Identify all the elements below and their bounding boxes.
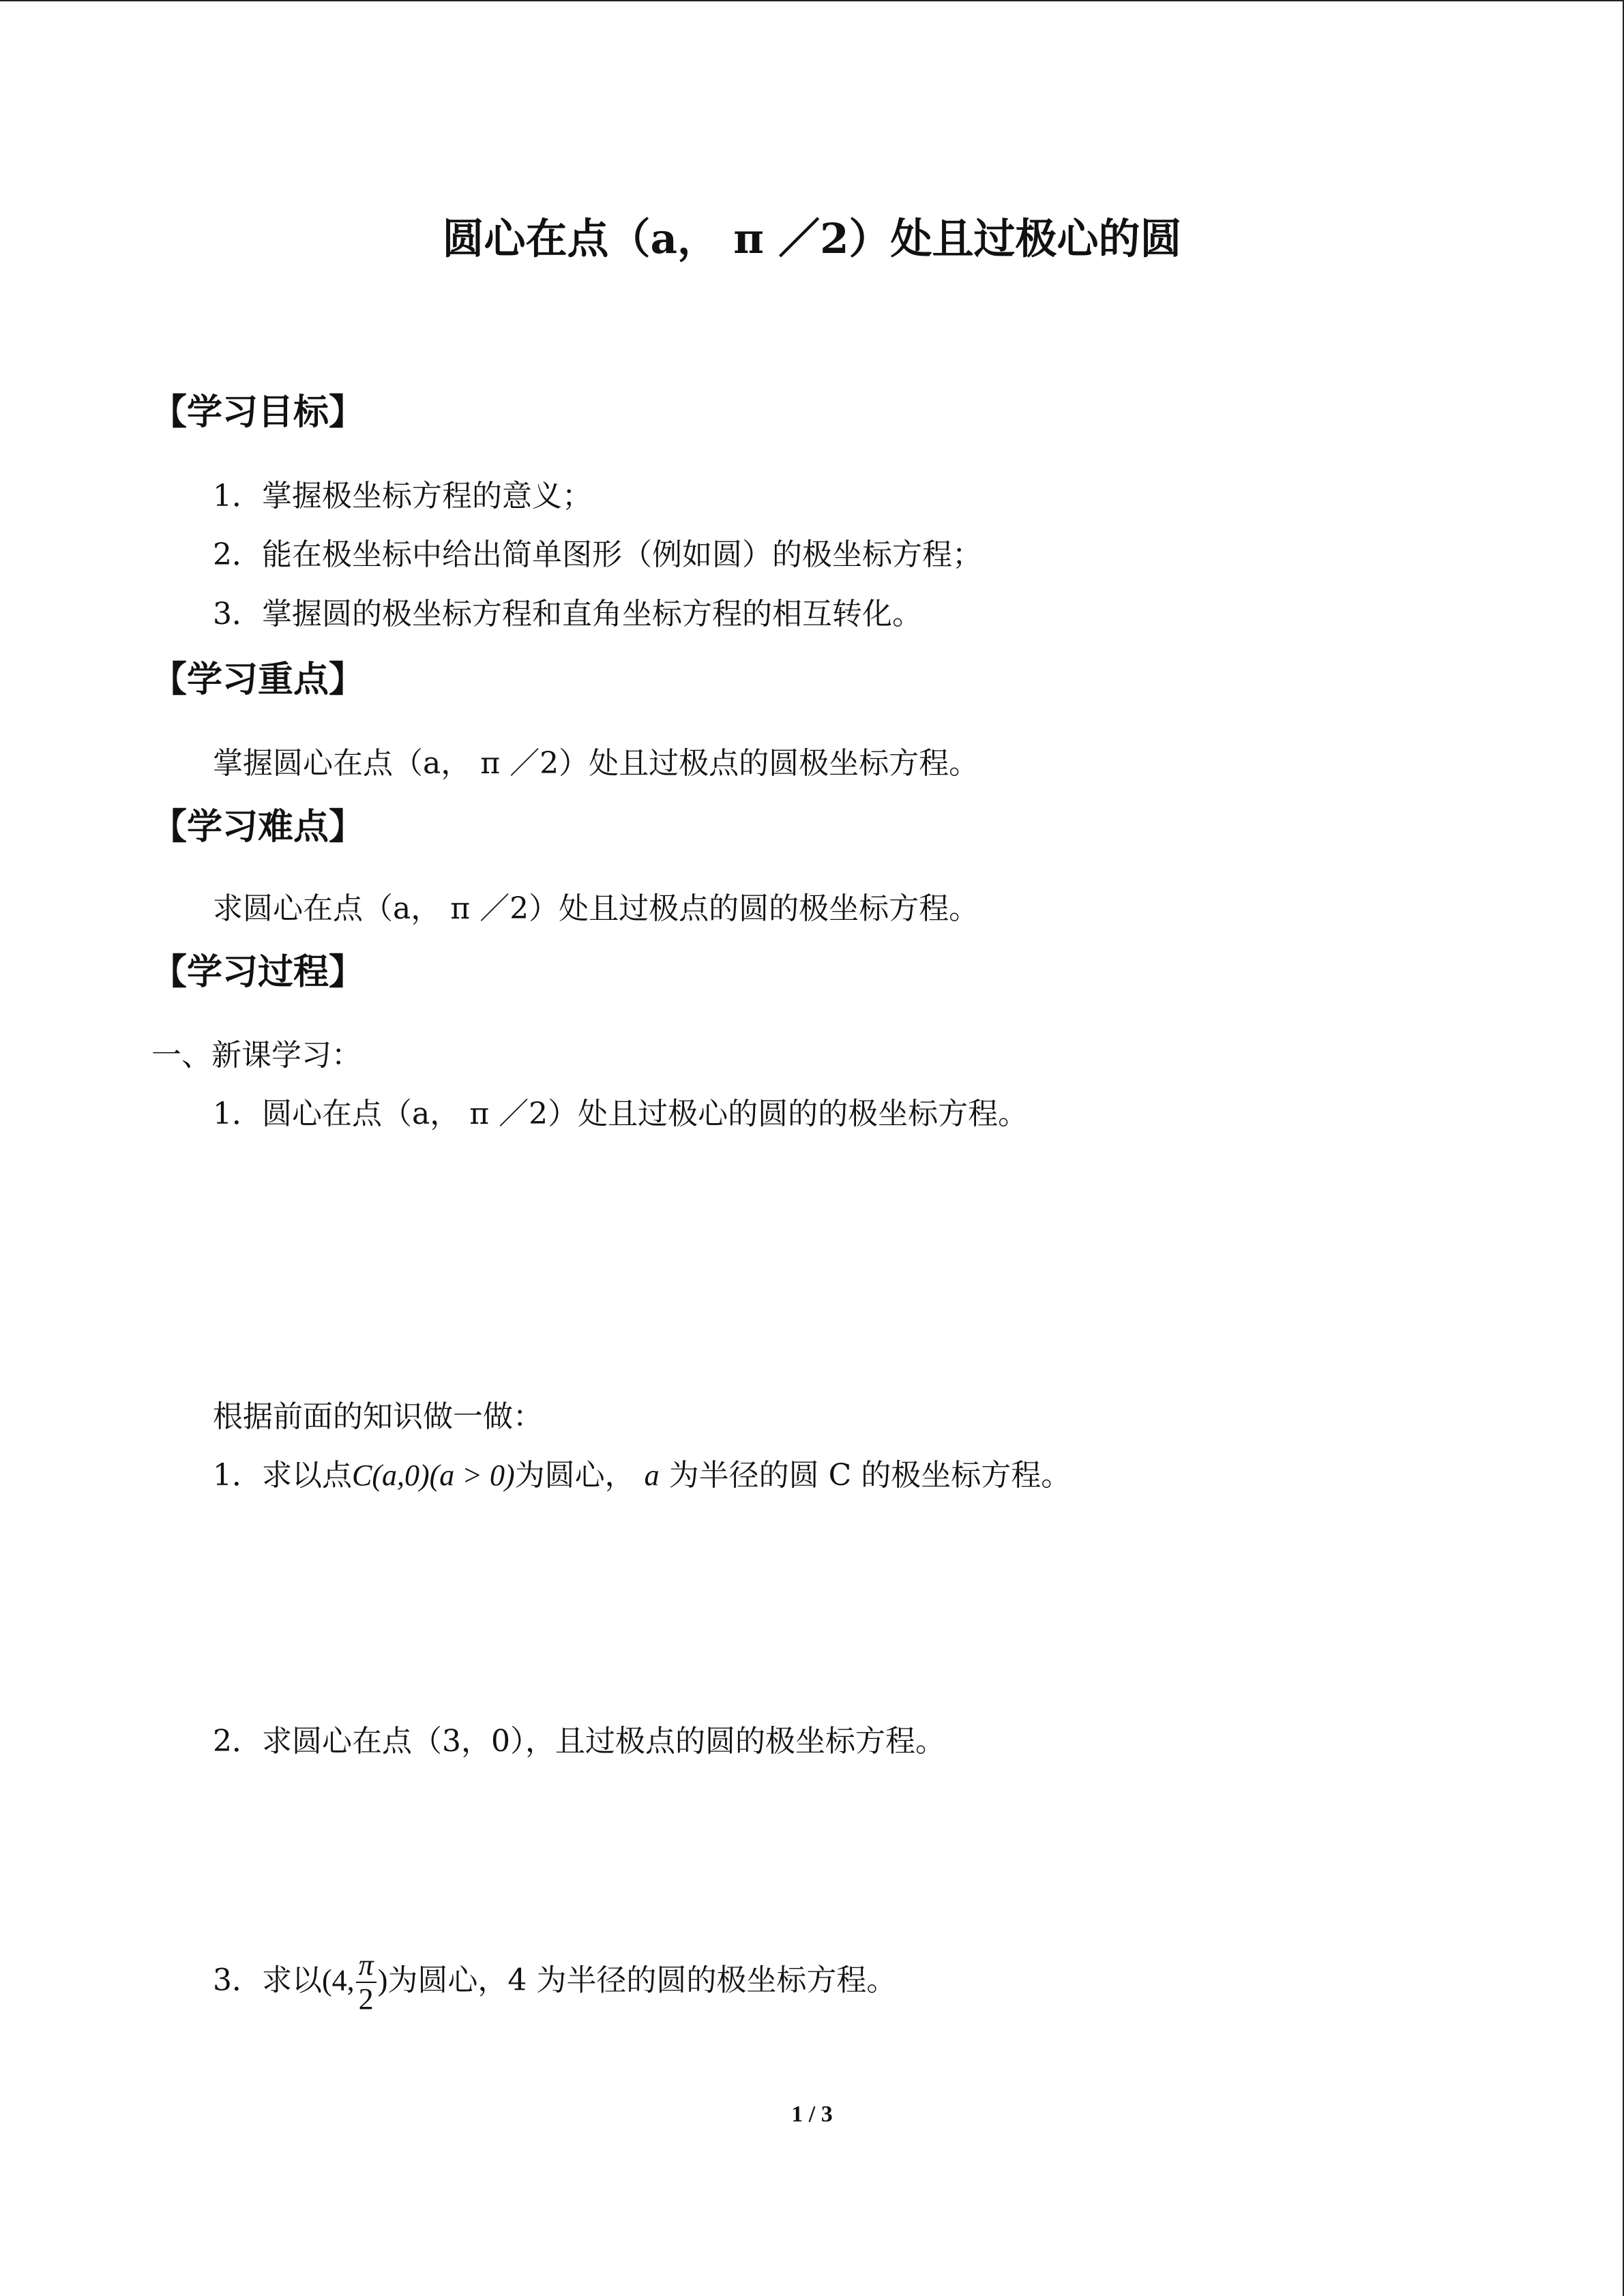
objective-item-3: 3．掌握圆的极坐标方程和直角坐标方程的相互转化。 <box>213 597 922 631</box>
difficulties-text: 求圆心在点（a， π ／2）处且过极点的圆的极坐标方程。 <box>213 891 979 926</box>
document-title: 圆心在点（a， π ／2）处且过极心的圆 <box>442 215 1182 263</box>
pi-over-two-fraction <box>356 1949 377 2016</box>
new-lesson-item-1: 1．圆心在点（a， π ／2）处且过极心的圆的的极坐标方程。 <box>213 1097 1029 1131</box>
practice-intro: 根据前面的知识做一做： <box>213 1399 543 1434</box>
key-points-heading: 【学习重点】 <box>151 659 365 700</box>
exercise-1 <box>213 1455 1071 1496</box>
exercise-1-formula: C(a,0)(a > 0) <box>352 1459 515 1492</box>
exercise-3-prefix: 3．求以 <box>213 1963 322 1998</box>
exercise-1-suffix: 为半径的圆 C 的极坐标方程。 <box>668 1458 1072 1493</box>
exercise-3 <box>213 1949 896 2016</box>
exercise-1-prefix: 1．求以点 <box>213 1458 352 1493</box>
exercise-2: 2．求圆心在点（3，0），且过极点的圆的极坐标方程。 <box>213 1724 945 1759</box>
exercise-3-open: (4, <box>322 1963 355 1997</box>
exercise-1-middle: 为圆心， <box>514 1458 635 1493</box>
exercise-3-suffix: 为圆心，4 为半径的圆的极坐标方程。 <box>387 1963 897 1998</box>
objectives-heading: 【学习目标】 <box>151 391 365 433</box>
page-number: 1 / 3 <box>791 2102 833 2127</box>
key-points-text: 掌握圆心在点（a， π ／2）处且过极点的圆极坐标方程。 <box>213 746 979 781</box>
exercise-3-close: ) <box>377 1963 388 1997</box>
objective-item-1: 1．掌握极坐标方程的意义； <box>213 479 592 513</box>
fraction-numerator: π <box>356 1949 377 1983</box>
fraction-denominator: 2 <box>358 1982 374 2016</box>
objective-item-2: 2．能在极坐标中给出简单图形（例如圆）的极坐标方程； <box>213 537 982 572</box>
part-one-label: 一、新课学习： <box>151 1038 361 1073</box>
difficulties-heading: 【学习难点】 <box>151 806 365 848</box>
exercise-1-variable: a <box>644 1459 660 1492</box>
process-heading: 【学习过程】 <box>151 951 365 993</box>
